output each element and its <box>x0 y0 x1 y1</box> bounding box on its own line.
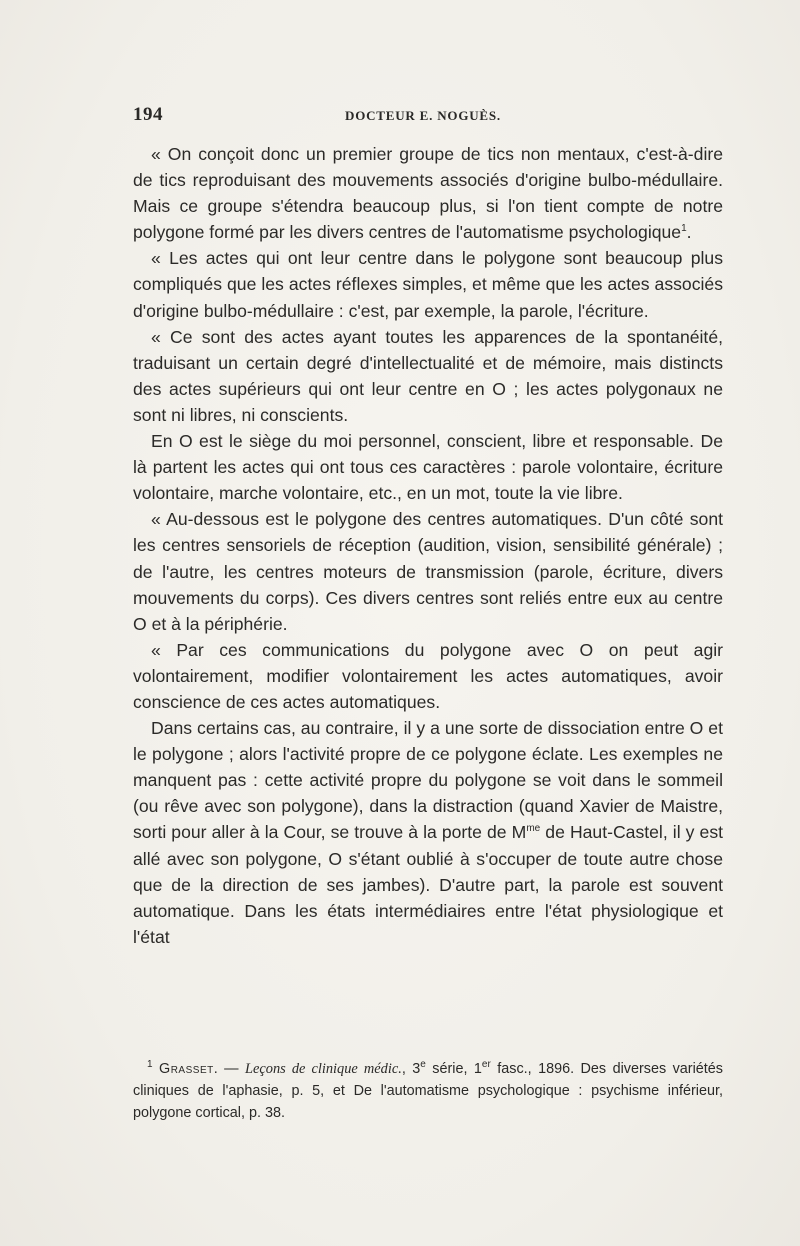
paragraph: « Au-dessous est le polygone des centres automatiques. D'un côté sont les centres sensoriels de réception (audition, vision, sensibilité générale) ; de l'autre, les centres moteurs de transmission (parole, écriture, divers mouvements du corps). Ces divers centres sont reliés entre eux au centre O et à la périphérie. <box>133 509 723 634</box>
paragraph-text: « On conçoit donc un premier groupe de tics non mentaux, c'est-à-dire de tics reproduisant des mouvements associés d'origine bulbo-médullaire. Mais ce groupe s'étendra beaucoup plus, si l'on tient compte de notre polygone formé par les divers centres de l'automatisme psychologique <box>133 144 723 243</box>
paragraph-text: Dans certains cas, au contraire, il y a une sorte de dissociation entre O et le polygone ; alors l'activité propre de ce polygone éclate. Les exemples ne manquent pas : cette activité propre du polygone se voit dans le sommeil (ou rêve avec son polygone), dans la distraction (quand Xavier de Maistre, sorti pour aller à la Cour, se trouve à la porte de <box>133 718 723 843</box>
body-text <box>133 141 723 950</box>
footnote-ref: 1 <box>681 223 687 235</box>
title-mme: M <box>511 822 527 843</box>
paragraph: « Par ces communications du polygone avec O on peut agir volontairement, modifier volontairement les actes automatiques, avoir conscience de ces actes automatiques. <box>133 639 723 712</box>
footnote-sup-1: e <box>420 1059 426 1071</box>
page-header <box>133 104 723 128</box>
footnote-marker: 1 <box>147 1059 153 1071</box>
page-number: 194 <box>133 104 163 125</box>
title-mme-sup: me <box>526 823 541 835</box>
footnote-author: Grasset <box>159 1061 214 1077</box>
footnote <box>133 1058 723 1124</box>
running-head: DOCTEUR E. NOGUÈS. <box>345 108 501 123</box>
paragraph: « Ce sont des actes ayant toutes les apparences de la spontanéité, traduisant un certain degré d'intellectualité et de mémoire, mais distincts des actes supérieurs qui ont leur centre en O ; les actes polygonaux ne sont ni libres, ni conscients. <box>133 326 723 425</box>
footnote-title: Leçons de clinique médic. <box>245 1061 402 1077</box>
footnote-text-2: série, 1 <box>425 1061 482 1077</box>
paragraph-end: . <box>686 222 692 243</box>
footnote-text-1: , 3 <box>401 1061 421 1077</box>
footnote-text-3: fasc., 1896. Des diverses variétés cliniques de l'aphasie, p. 5, et De l'automatisme psychologique : psychisme inférieur, polygone cortical, p. 38. <box>133 1061 723 1121</box>
paragraph <box>133 141 723 245</box>
paragraph: « Les actes qui ont leur centre dans le polygone sont beaucoup plus compliqués que les actes réflexes simples, et même que les actes associés d'origine bulbo-médullaire : c'est, par exemple, la parole, l'écriture. <box>133 248 723 321</box>
paragraph-text-cont: de Haut-Castel, il y est allé avec son polygone, O s'étant oublié à s'occuper de toute autre chose que de la direction de ses jambes). D'autre part, la parole est souvent automatique. <box>133 822 724 921</box>
footnotes <box>133 1058 723 1124</box>
paragraph-text-tail: Dans les états intermédiaires entre l'état physiologique et l'état <box>133 900 723 947</box>
paragraph <box>133 715 723 950</box>
footnote-dash: . — <box>213 1061 246 1077</box>
paragraph: En O est le siège du moi personnel, conscient, libre et responsable. De là partent les actes qui ont tous ces caractères : parole volontaire, écriture volontaire, marche volontaire, etc., en un mot, toute la vie libre. <box>133 431 723 504</box>
footnote-sup-2: er <box>481 1059 491 1071</box>
